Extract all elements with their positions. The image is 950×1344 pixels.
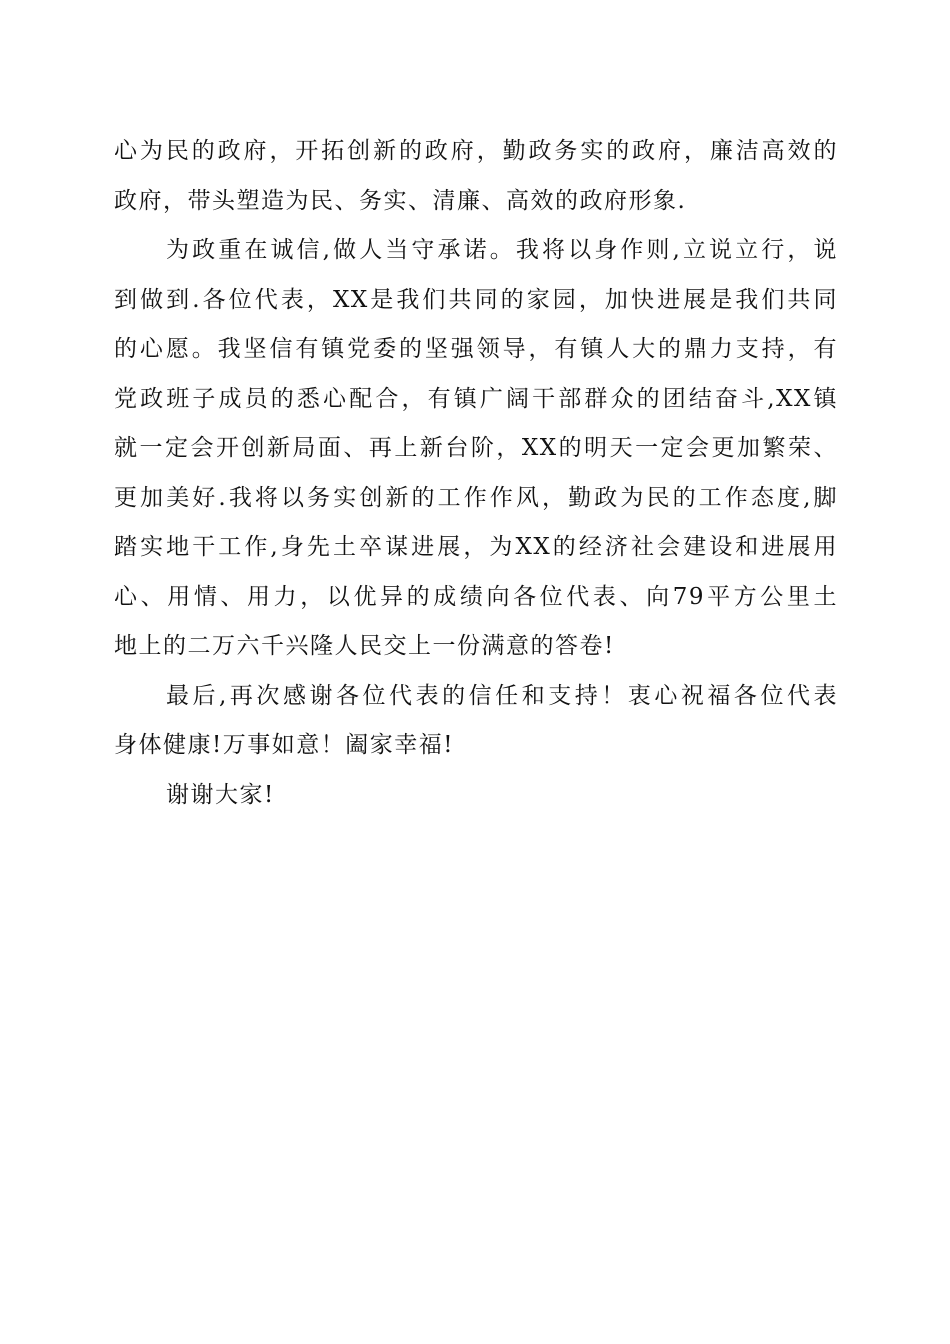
paragraph-2-line-8: 心、用情、用力，以优异的成绩向各位代表、向79平方公里土 (114, 583, 838, 610)
paragraph-2-line-4: 党政班子成员的悉心配合，有镇广阔干部群众的团结奋斗,XX镇 (114, 385, 838, 412)
paragraph-2-line-6: 更加美好.我将以务实创新的工作作风，勤政为民的工作态度,脚 (114, 484, 838, 511)
paragraph-2-line-2: 到做到.各位代表，XX是我们共同的家园，加快进展是我们共同 (114, 286, 838, 313)
paragraph-1-line-1: 心为民的政府，开拓创新的政府，勤政务实的政府，廉洁高效的 (114, 138, 838, 164)
paragraph-2-line-9: 地上的二万六千兴隆人民交上一份满意的答卷! (114, 633, 615, 659)
paragraph-3-line-2: 身体健康!万事如意！阖家幸福! (114, 732, 454, 758)
paragraph-4-line-1: 谢谢大家! (166, 781, 275, 808)
paragraph-2-line-3: 的心愿。我坚信有镇党委的坚强领导，有镇人大的鼎力支持，有 (114, 336, 838, 362)
paragraph-1-line-2: 政府，带头塑造为民、务实、清廉、高效的政府形象. (114, 187, 687, 214)
paragraph-2-line-5: 就一定会开创新局面、再上新台阶，XX的明天一定会更加繁荣、 (114, 435, 838, 461)
paragraph-2-line-1: 为政重在诚信,做人当守承诺。我将以身作则,立说立行，说 (166, 237, 838, 263)
paragraph-2-line-7: 踏实地干工作,身先土卒谋进展，为XX的经济社会建设和进展用 (114, 534, 838, 560)
paragraph-3-line-1: 最后,再次感谢各位代表的信任和支持！衷心祝福各位代表 (166, 682, 838, 709)
document-body (114, 127, 838, 820)
